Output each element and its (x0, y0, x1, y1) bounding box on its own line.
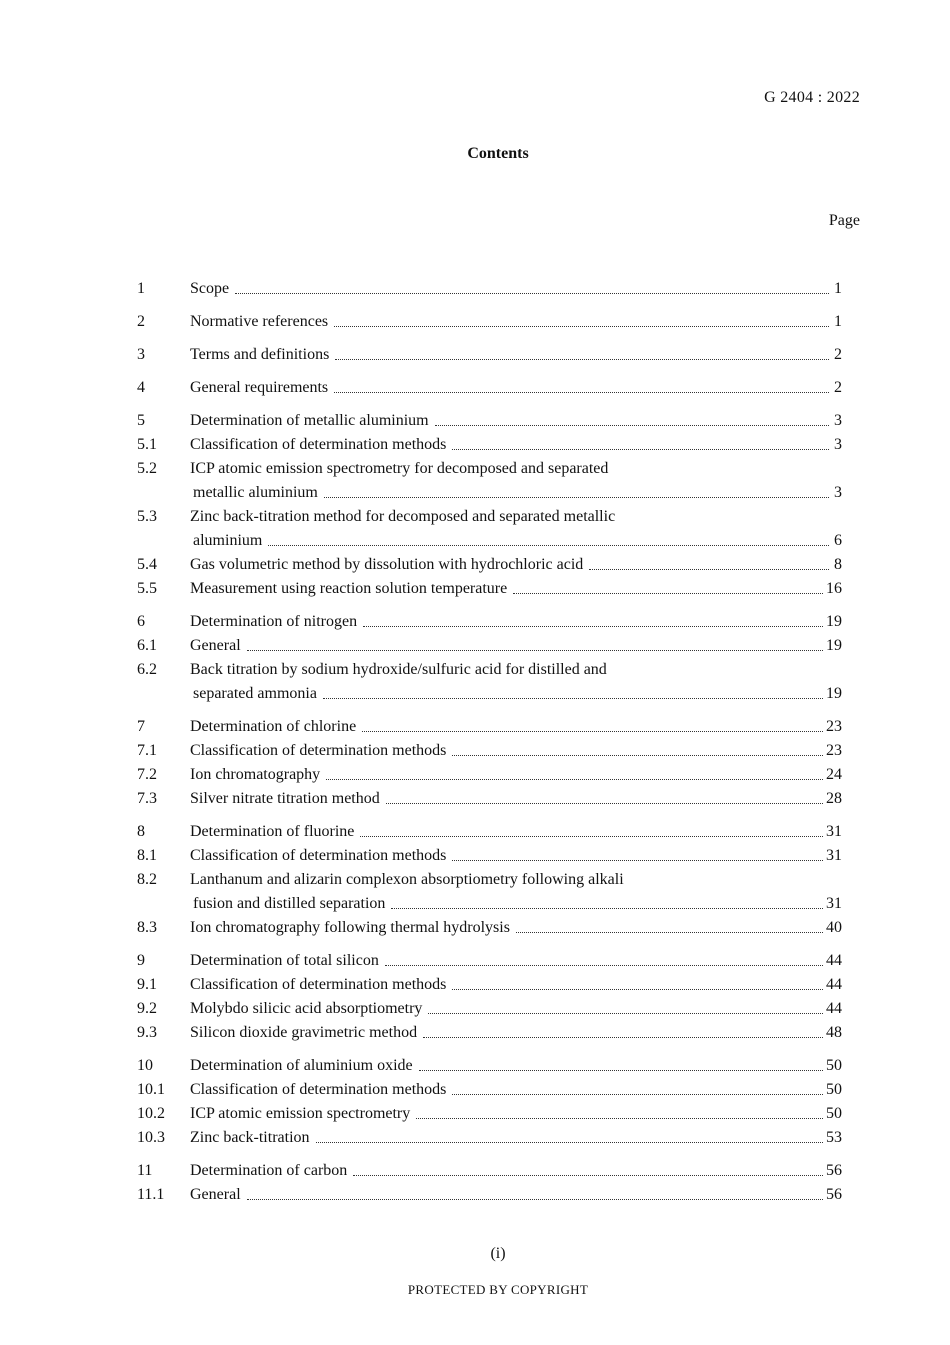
toc-entry-number: 5 (137, 412, 145, 429)
toc-entry-page: 23 (826, 742, 842, 759)
dot-leader (316, 1142, 823, 1143)
toc-entry-page: 56 (826, 1162, 842, 1179)
toc-entry-number: 10.2 (137, 1105, 165, 1122)
dot-leader (335, 359, 829, 360)
dot-leader (362, 731, 823, 732)
dot-leader (452, 1094, 823, 1095)
page-column-heading: Page (828, 212, 860, 229)
toc-entry-number: 6.2 (137, 661, 157, 678)
toc-entry-page: 56 (826, 1186, 842, 1203)
toc-entry-page: 1 (834, 313, 842, 330)
toc-entry-number: 1 (137, 280, 145, 297)
toc-entry-page: 50 (826, 1105, 842, 1122)
toc-entry-title: Lanthanum and alizarin complexon absorptiometry following alkali (190, 871, 624, 888)
toc-entry-9-1[interactable] (137, 973, 842, 997)
toc-entry-page: 40 (826, 919, 842, 936)
footer-page-number: (i) (490, 1245, 506, 1262)
dot-leader (247, 1199, 823, 1200)
toc-entry-page: 6 (834, 532, 842, 549)
dot-leader (268, 545, 829, 546)
toc-entry-10[interactable] (137, 1054, 842, 1078)
toc-entry-number: 10.3 (137, 1129, 165, 1146)
toc-entry-number: 10 (137, 1057, 153, 1074)
dot-leader (419, 1070, 823, 1071)
toc-entry-page: 2 (834, 346, 842, 363)
dot-leader (416, 1118, 823, 1119)
toc-entry-1[interactable] (137, 277, 842, 301)
toc-entry-title: Ion chromatography (190, 766, 321, 783)
toc-entry-8-3[interactable] (137, 916, 842, 940)
toc-entry-title: Classification of determination methods (190, 1081, 447, 1098)
toc-entry-3[interactable] (137, 343, 842, 367)
dot-leader (323, 698, 823, 699)
toc-entry-title: Classification of determination methods (190, 847, 447, 864)
toc-entry-title: ICP atomic emission spectrometry (190, 1105, 411, 1122)
toc-entry-page: 31 (826, 895, 842, 912)
toc-entry-10-3[interactable] (137, 1126, 842, 1150)
toc-entry-title: Determination of total silicon (190, 952, 379, 969)
toc-entry-page: 53 (826, 1129, 842, 1146)
toc-entry-page: 48 (826, 1024, 842, 1041)
dot-leader (435, 425, 829, 426)
toc-entry-number: 5.4 (137, 556, 157, 573)
toc-entry-page: 23 (826, 718, 842, 735)
toc-entry-title: Determination of fluorine (190, 823, 355, 840)
toc-entry-page: 2 (834, 379, 842, 396)
toc-entry-title-continued: metallic aluminium (193, 484, 318, 501)
toc-entry-title: Classification of determination methods (190, 436, 447, 453)
toc-entry-title: ICP atomic emission spectrometry for decomposed and separated (190, 460, 609, 477)
dot-leader (428, 1013, 823, 1014)
dot-leader (334, 392, 829, 393)
toc-entry-2[interactable] (137, 310, 842, 334)
toc-entry-8-2[interactable] (137, 868, 842, 916)
toc-entry-page: 28 (826, 790, 842, 807)
toc-entry-number: 6 (137, 613, 145, 630)
document-number: G 2404 : 2022 (764, 89, 860, 106)
toc-entry-11-1[interactable] (137, 1183, 842, 1207)
toc-entry-number: 9.2 (137, 1000, 157, 1017)
toc-entry-page: 44 (826, 976, 842, 993)
toc-entry-title: Zinc back-titration method for decomposed and separated metallic (190, 508, 616, 525)
toc-entry-title: Ion chromatography following thermal hydrolysis (190, 919, 510, 936)
dot-leader (334, 326, 829, 327)
dot-leader (423, 1037, 823, 1038)
toc-entry-page: 31 (826, 847, 842, 864)
toc-entry-number: 5.5 (137, 580, 157, 597)
copyright-notice: PROTECTED BY COPYRIGHT (407, 1282, 589, 1297)
toc-entry-title: Scope (190, 280, 230, 297)
dot-leader (247, 650, 823, 651)
toc-entry-number: 9.1 (137, 976, 157, 993)
dot-leader (353, 1175, 823, 1176)
toc-entry-9-3[interactable] (137, 1021, 842, 1045)
toc-entry-5-2[interactable] (137, 457, 842, 505)
toc-entry-page: 19 (826, 637, 842, 654)
toc-entry-number: 5.1 (137, 436, 157, 453)
toc-entry-title-continued: fusion and distilled separation (193, 895, 386, 912)
dot-leader (386, 803, 823, 804)
toc-entry-title: Determination of carbon (190, 1162, 348, 1179)
toc-entry-number: 6.1 (137, 637, 157, 654)
toc-entry-number: 8 (137, 823, 145, 840)
toc-entry-8-1[interactable] (137, 844, 842, 868)
toc-entry-title-continued: separated ammonia (193, 685, 317, 702)
toc-entry-number: 8.2 (137, 871, 157, 888)
toc-entry-title: Back titration by sodium hydroxide/sulfuric acid for distilled and (190, 661, 607, 678)
toc-entry-6-1[interactable] (137, 634, 842, 658)
dot-leader (324, 497, 829, 498)
dot-leader (452, 860, 823, 861)
toc-entry-number: 7.3 (137, 790, 157, 807)
toc-entry-7-3[interactable] (137, 787, 842, 811)
toc-entry-7[interactable] (137, 715, 842, 739)
toc-entry-5-1[interactable] (137, 433, 842, 457)
toc-entry-title: General (190, 1186, 241, 1203)
toc-entry-5-5[interactable] (137, 577, 842, 601)
toc-entry-7-1[interactable] (137, 739, 842, 763)
toc-entry-number: 3 (137, 346, 145, 363)
toc-entry-title: Terms and definitions (190, 346, 330, 363)
dot-leader (360, 836, 823, 837)
toc-entry-title: Determination of metallic aluminium (190, 412, 429, 429)
toc-entry-6[interactable] (137, 610, 842, 634)
toc-entry-page: 19 (826, 613, 842, 630)
toc-entry-page: 44 (826, 952, 842, 969)
toc-entry-page: 44 (826, 1000, 842, 1017)
toc-entry-number: 9 (137, 952, 145, 969)
dot-leader (326, 779, 823, 780)
table-of-contents (137, 277, 842, 1207)
toc-entry-10-1[interactable] (137, 1078, 842, 1102)
toc-entry-title: Normative references (190, 313, 329, 330)
dot-leader (516, 932, 823, 933)
toc-entry-page: 16 (826, 580, 842, 597)
dot-leader (385, 965, 823, 966)
toc-entry-11[interactable] (137, 1159, 842, 1183)
toc-entry-title: Determination of nitrogen (190, 613, 358, 630)
toc-entry-title: Gas volumetric method by dissolution with hydrochloric acid (190, 556, 584, 573)
toc-entry-4[interactable] (137, 376, 842, 400)
toc-entry-page: 1 (834, 280, 842, 297)
toc-entry-title: Determination of aluminium oxide (190, 1057, 413, 1074)
toc-entry-number: 4 (137, 379, 145, 396)
toc-entry-9-2[interactable] (137, 997, 842, 1021)
toc-entry-number: 9.3 (137, 1024, 157, 1041)
toc-entry-page: 50 (826, 1057, 842, 1074)
toc-entry-9[interactable] (137, 949, 842, 973)
toc-entry-page: 3 (834, 412, 842, 429)
toc-entry-title: Silver nitrate titration method (190, 790, 380, 807)
toc-entry-6-2[interactable] (137, 658, 842, 706)
dot-leader (391, 908, 823, 909)
toc-entry-page: 31 (826, 823, 842, 840)
toc-entry-page: 8 (834, 556, 842, 573)
dot-leader (589, 569, 829, 570)
toc-entry-5-4[interactable] (137, 553, 842, 577)
toc-entry-title: Silicon dioxide gravimetric method (190, 1024, 418, 1041)
toc-entry-number: 5.2 (137, 460, 157, 477)
toc-entry-title: Determination of chlorine (190, 718, 357, 735)
dot-leader (452, 989, 823, 990)
toc-entry-number: 5.3 (137, 508, 157, 525)
dot-leader (452, 449, 829, 450)
toc-entry-number: 2 (137, 313, 145, 330)
toc-entry-title: General requirements (190, 379, 329, 396)
toc-entry-number: 7.2 (137, 766, 157, 783)
toc-entry-title: Molybdo silicic acid absorptiometry (190, 1000, 423, 1017)
dot-leader (235, 293, 829, 294)
toc-entry-number: 7 (137, 718, 145, 735)
toc-entry-5-3[interactable] (137, 505, 842, 553)
toc-entry-number: 8.1 (137, 847, 157, 864)
toc-entry-10-2[interactable] (137, 1102, 842, 1126)
toc-entry-title: General (190, 637, 241, 654)
toc-entry-title: Zinc back-titration (190, 1129, 310, 1146)
toc-entry-8[interactable] (137, 820, 842, 844)
toc-entry-7-2[interactable] (137, 763, 842, 787)
toc-entry-page: 24 (826, 766, 842, 783)
toc-entry-title: Classification of determination methods (190, 976, 447, 993)
toc-entry-number: 7.1 (137, 742, 157, 759)
toc-entry-page: 19 (826, 685, 842, 702)
toc-entry-number: 11 (137, 1162, 153, 1179)
toc-entry-number: 11.1 (137, 1186, 165, 1203)
dot-leader (452, 755, 823, 756)
toc-entry-title: Classification of determination methods (190, 742, 447, 759)
dot-leader (363, 626, 823, 627)
toc-entry-number: 10.1 (137, 1081, 165, 1098)
toc-entry-page: 3 (834, 484, 842, 501)
toc-entry-title: Measurement using reaction solution temperature (190, 580, 508, 597)
toc-entry-page: 50 (826, 1081, 842, 1098)
dot-leader (513, 593, 823, 594)
toc-entry-number: 8.3 (137, 919, 157, 936)
toc-entry-5[interactable] (137, 409, 842, 433)
toc-entry-page: 3 (834, 436, 842, 453)
toc-entry-title-continued: aluminium (193, 532, 263, 549)
contents-title: Contents (467, 145, 529, 162)
